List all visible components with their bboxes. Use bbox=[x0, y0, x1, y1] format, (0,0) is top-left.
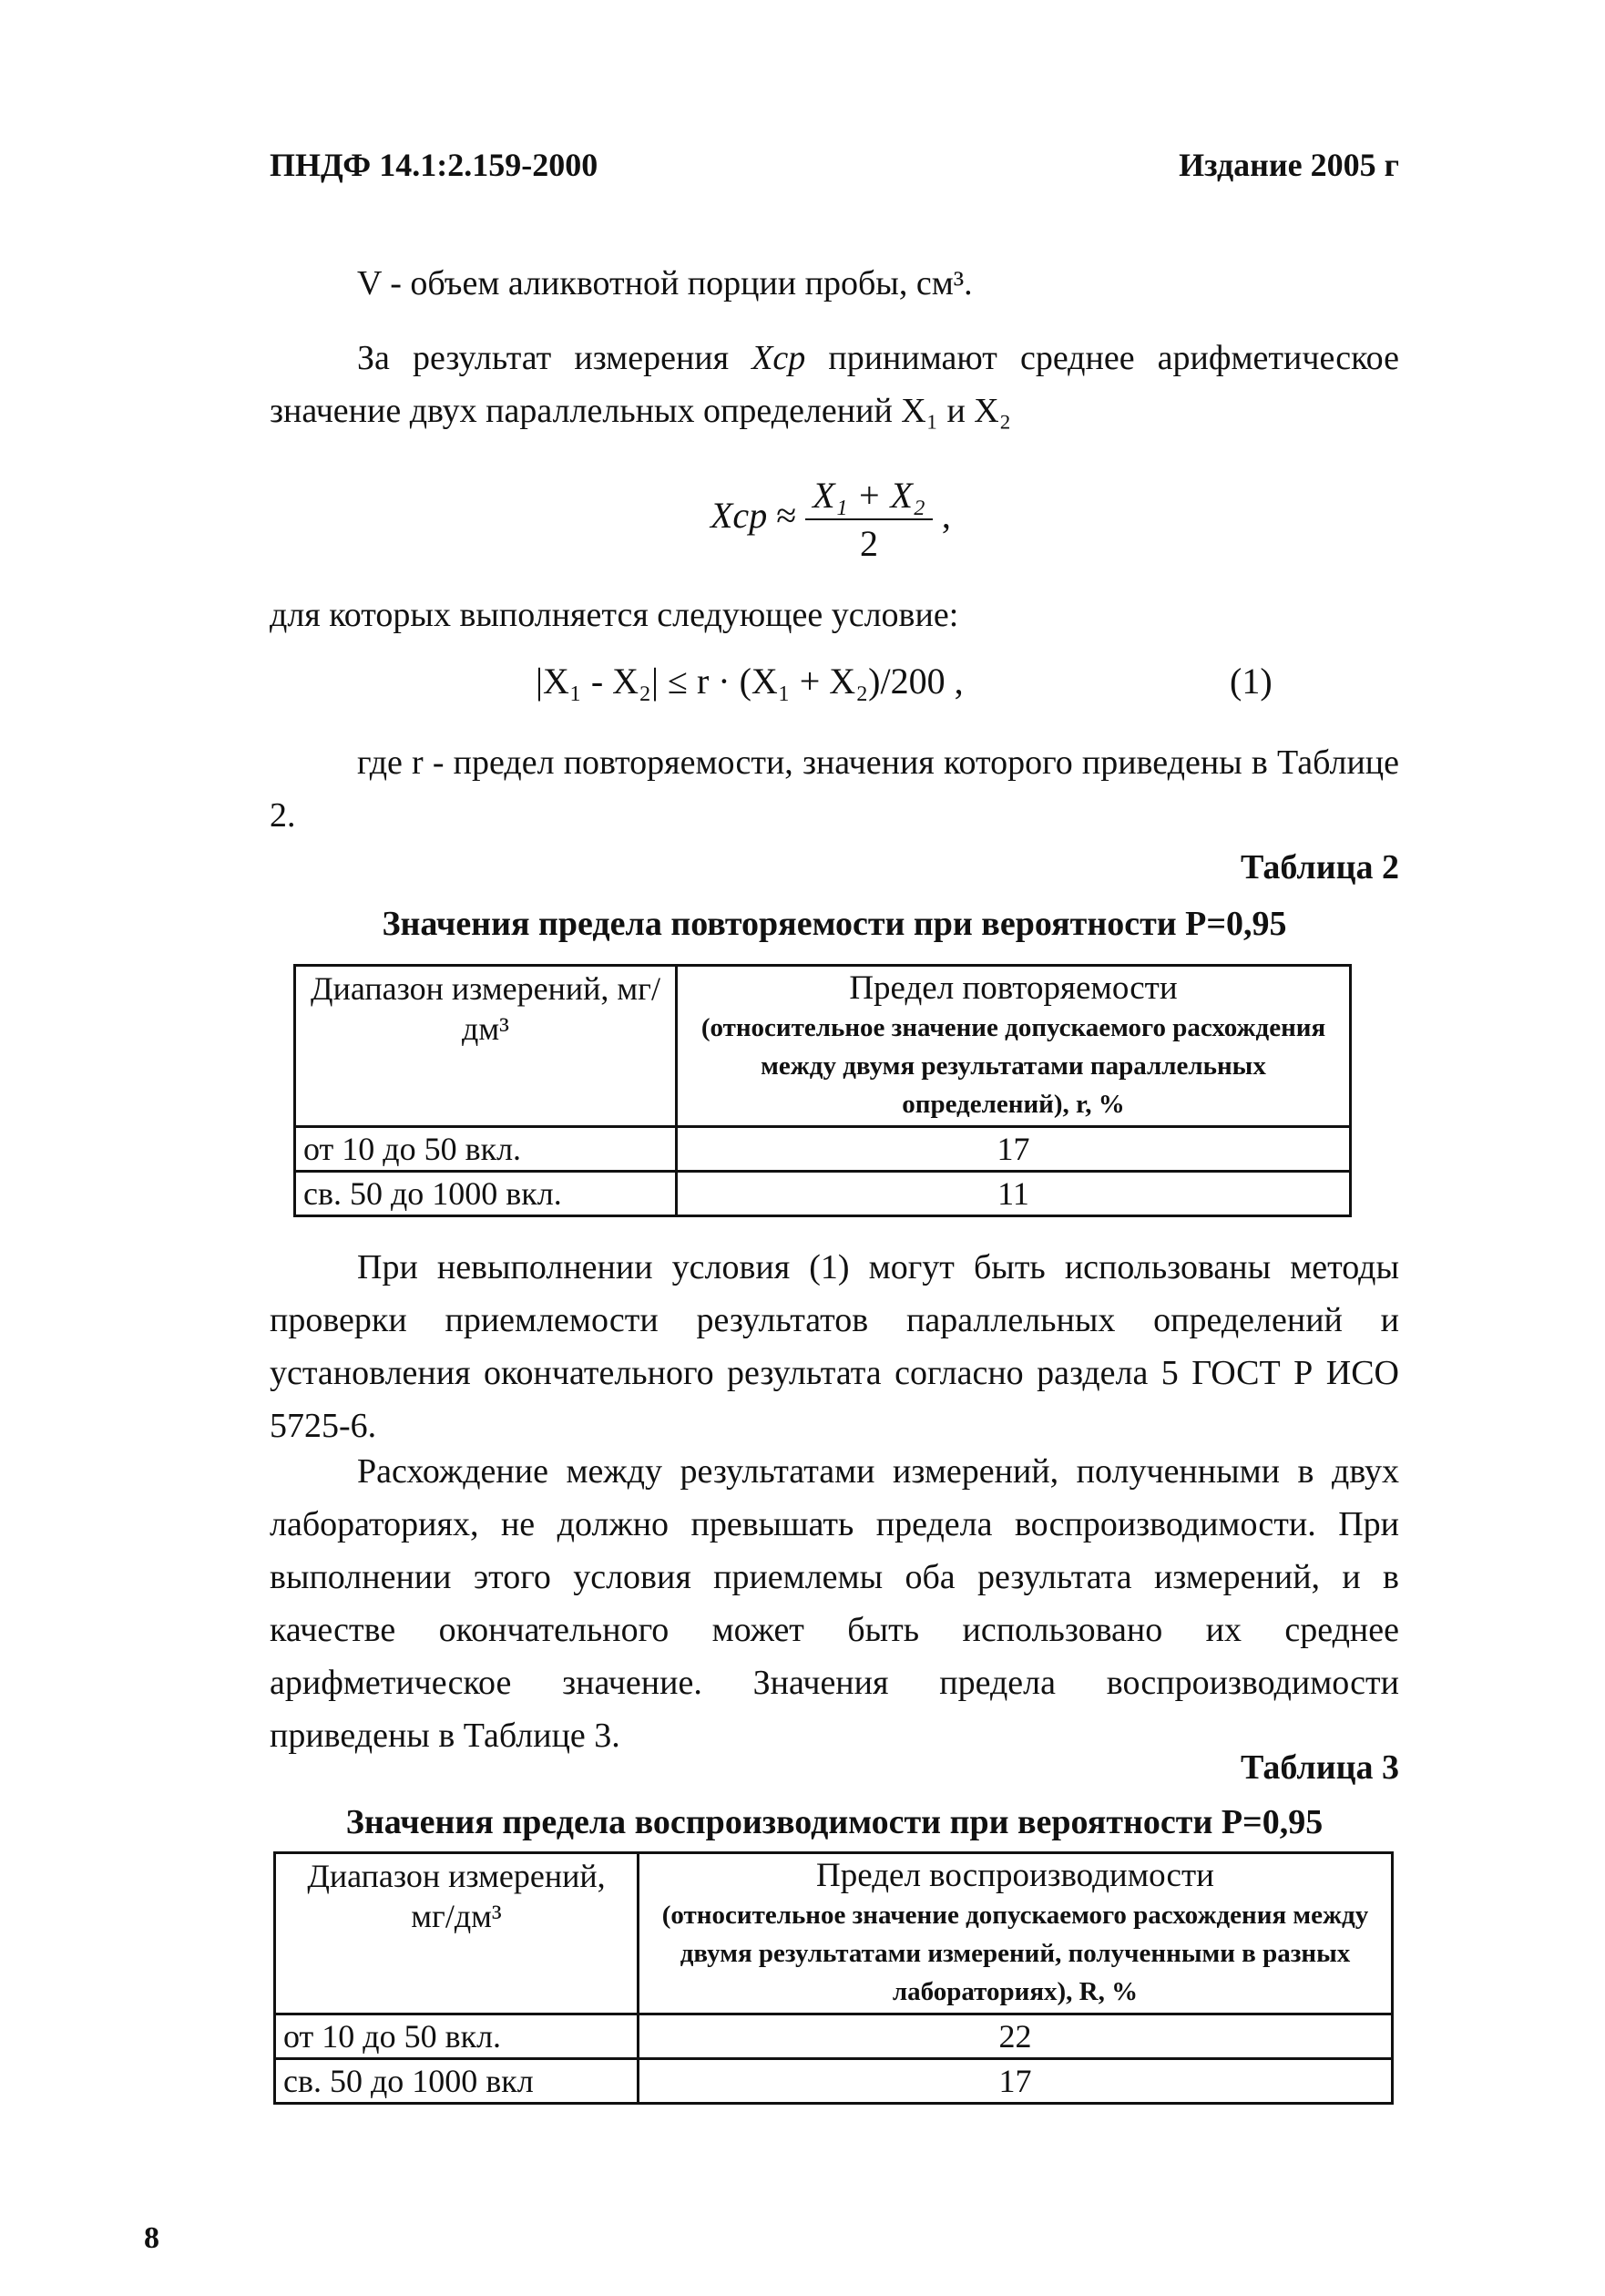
document-code: ПНДФ 14.1:2.159-2000 bbox=[270, 147, 598, 183]
page-number: 8 bbox=[144, 2221, 159, 2255]
table3-row1-value: 22 bbox=[639, 2014, 1393, 2059]
formula-mean-lhs: Xср bbox=[710, 495, 768, 537]
table2-row1-range: от 10 до 50 вкл. bbox=[295, 1127, 677, 1172]
table3-title: Значения предела воспроизводимости при вероятности P=0,95 bbox=[345, 1803, 1324, 1841]
table2-header-row bbox=[295, 966, 1351, 1127]
edition-label: Издание 2005 г bbox=[1179, 147, 1399, 183]
paragraph-labs: Расхождение между результатами измерений, полученными в двух лабораториях, не должно превышать предела воспроизводимости. При выполнении этого условия приемлемы оба результата измерений, и в качестве окончательного может быть использовано их среднее арифметическое значение. Значения предела воспроизводимости приведены в Таблице 3. bbox=[270, 1452, 1399, 1755]
table3-head-limit-desc: (относительное значение допускаемого расхождения между двумя результатами измерений, полученными в разных лабораториях), R, % bbox=[661, 1901, 1369, 2006]
table3-header-row bbox=[275, 1853, 1393, 2014]
paragraph-result-text-1: За результат измерения bbox=[357, 339, 730, 377]
table3-head-limit bbox=[639, 1853, 1393, 2014]
mean-symbol: Xср bbox=[751, 339, 806, 377]
table3-head-limit-title: Предел воспроизводимости bbox=[816, 1857, 1214, 1894]
table-row bbox=[275, 2059, 1393, 2104]
paragraph-condition: для которых выполняется следующее условие: bbox=[270, 596, 959, 634]
formula-mean-numerator: X₁ + X₂ bbox=[805, 474, 933, 520]
table-row bbox=[295, 1172, 1351, 1216]
formula-condition: |X₁ - X₂| ≤ r · (X₁ + X₂)/200 , bbox=[536, 661, 964, 702]
table3 bbox=[273, 1851, 1394, 2105]
table2-title: Значения предела повторяемости при вероятности P=0,95 bbox=[382, 905, 1287, 943]
paragraph-result bbox=[270, 332, 1399, 437]
table2 bbox=[293, 964, 1352, 1217]
formula-mean-denominator: 2 bbox=[859, 523, 878, 564]
table3-row2-range: св. 50 до 1000 вкл bbox=[275, 2059, 639, 2104]
table2-head-limit-desc: (относительное значение допускаемого расхождения между двумя результатами параллельных определений), r, % bbox=[700, 1013, 1326, 1119]
table-row bbox=[295, 1127, 1351, 1172]
table3-head-range: Диапазон измерений, мг/дм³ bbox=[275, 1853, 639, 2014]
paragraph-repeatability: где r - предел повторяемости, значения которого приведены в Таблице 2. bbox=[270, 743, 1399, 835]
table2-head-limit-title: Предел повторяемости bbox=[849, 969, 1178, 1007]
table2-row2-value: 11 bbox=[677, 1172, 1351, 1216]
table2-head-range: Диапазон измерений, мг/дм³ bbox=[295, 966, 677, 1127]
table2-row2-range: св. 50 до 1000 вкл. bbox=[295, 1172, 677, 1216]
table2-head-limit bbox=[677, 966, 1351, 1127]
table2-label: Таблица 2 bbox=[1240, 848, 1399, 887]
formula-mean-tail: , bbox=[941, 495, 951, 537]
formula-mean-eq: ≈ bbox=[776, 495, 797, 537]
formula-mean bbox=[710, 474, 951, 565]
paragraph-volume: V - объем аликвотной порции пробы, см³. bbox=[357, 264, 973, 302]
table3-label: Таблица 3 bbox=[1240, 1748, 1399, 1787]
paragraph-result-text-2: принимают среднее арифметическое значение двух параллельных определений X₁ и X₂ bbox=[270, 339, 1400, 430]
table3-row1-range: от 10 до 50 вкл. bbox=[275, 2014, 639, 2059]
paragraph-fail: При невыполнении условия (1) могут быть использованы методы проверки приемлемости результатов параллельных определений и установления окончательного результата согласно раздела 5 ГОСТ Р ИСО 5725-6. bbox=[270, 1248, 1399, 1445]
table3-row2-value: 17 bbox=[639, 2059, 1393, 2104]
table2-row1-value: 17 bbox=[677, 1127, 1351, 1172]
formula-number: (1) bbox=[1230, 661, 1273, 702]
formula-mean-fraction bbox=[805, 474, 933, 565]
table-row bbox=[275, 2014, 1393, 2059]
